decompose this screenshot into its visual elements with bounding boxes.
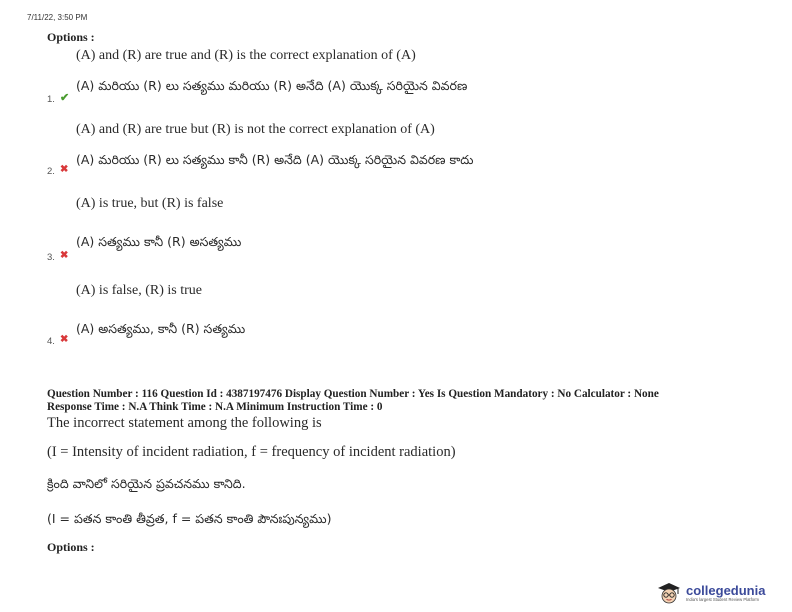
option-telugu: (A) మరియు (R) లు సత్యము మరియు (R) అనేది (A) యొక్క సరియైన వివరణ [76,78,468,93]
question-text-telugu: క్రింది వానిలో సరియైన ప్రవచనము కానిది. [47,476,246,491]
option-english: (A) and (R) are true but (R) is not the correct explanation of (A) [76,122,435,137]
cross-icon: ✖ [60,334,69,345]
option-number: 3. [47,252,55,263]
question-meta-line-2: Response Time : N.A Think Time : N.A Minimum Instruction Time : 0 [47,401,383,413]
cross-icon: ✖ [60,250,69,261]
option-number: 4. [47,336,55,347]
question-meta-line-1: Question Number : 116 Question Id : 4387197476 Display Question Number : Yes Is Question Mandatory : No Calculator : None [47,388,659,400]
option-number: 2. [47,166,55,177]
options-heading: Options : [47,540,95,554]
question-definition-telugu: (I = పతన కాంతి తీవ్రత, f = పతన కాంతి పౌనఃపున్యము) [47,511,332,526]
check-icon: ✔ [60,92,70,104]
option-english: (A) and (R) are true and (R) is the correct explanation of (A) [76,48,416,63]
logo-name: collegedunia [686,582,766,598]
option-telugu: (A) అసత్యము, కానీ (R) సత్యము [76,321,246,336]
logo-tagline: India's largest Student Review Platform [686,596,759,602]
question-text: The incorrect statement among the following is [47,415,322,431]
option-telugu: (A) సత్యము కానీ (R) అసత్యము [76,234,242,249]
option-english: (A) is true, but (R) is false [76,196,224,211]
collegedunia-logo [655,580,765,606]
option-number: 1. [47,94,55,105]
print-timestamp: 7/11/22, 3:50 PM [27,13,88,22]
cross-icon: ✖ [60,164,69,175]
option-english: (A) is false, (R) is true [76,283,202,298]
option-telugu: (A) మరియు (R) లు సత్యము కానీ (R) అనేది (A) యొక్క సరియైన వివరణ కాదు [76,152,474,167]
question-definition: (I = Intensity of incident radiation, f = frequency of incident radiation) [47,444,456,460]
options-heading: Options : [47,30,95,44]
mascot-icon [655,581,683,605]
